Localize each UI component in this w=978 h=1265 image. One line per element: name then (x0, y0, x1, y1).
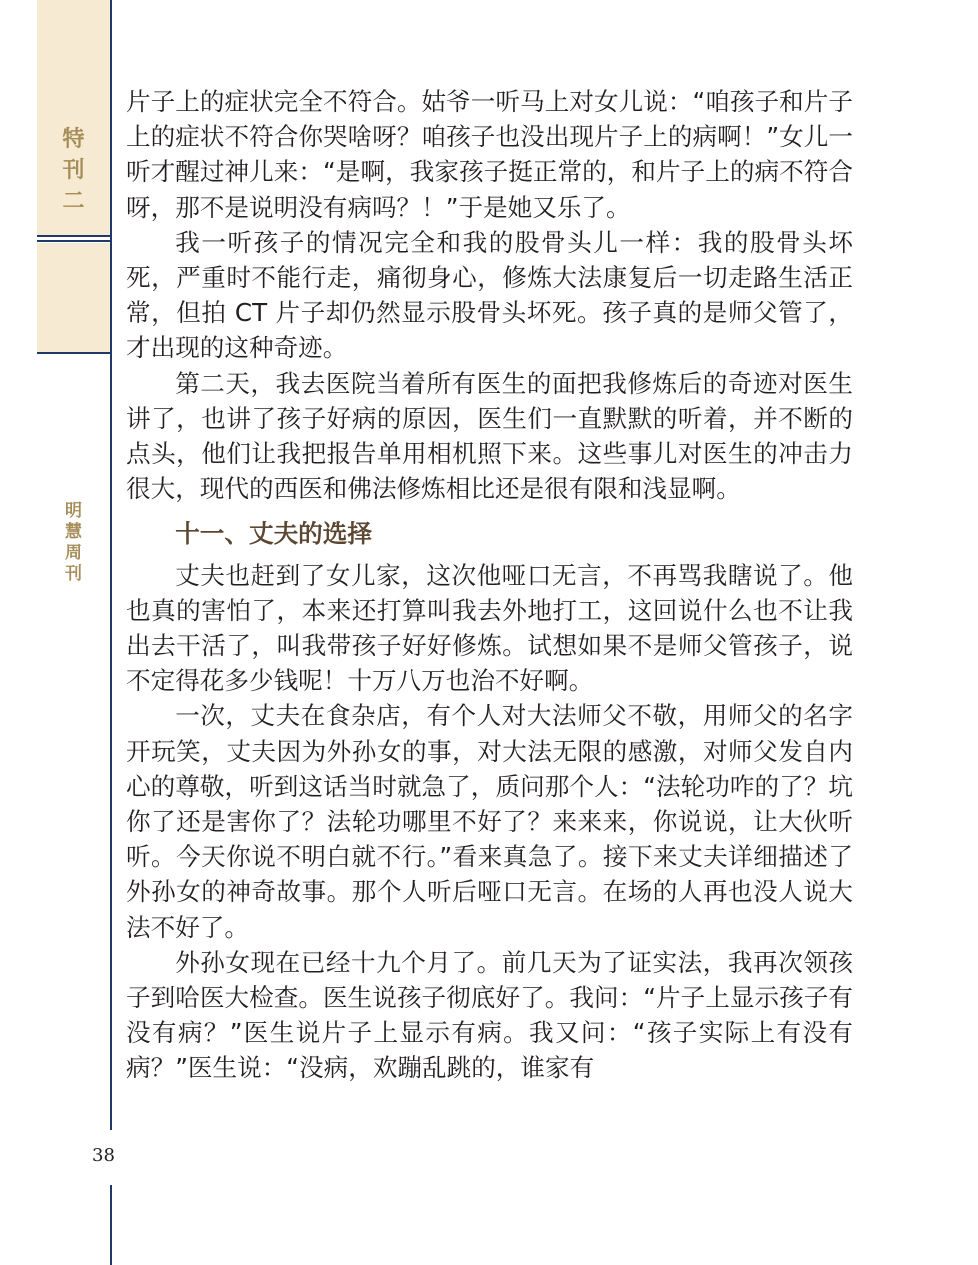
sidebar-divider (37, 352, 112, 354)
sidebar-divider (37, 235, 112, 237)
magazine-char: 明 (65, 501, 82, 521)
margin-rule (110, 1185, 112, 1265)
sidebar-issue-tab (37, 0, 110, 235)
paragraph: 丈夫也赶到了女儿家，这次他哑口无言，不再骂我瞎说了。他也真的害怕了，本来还打算叫我去外地打工，这回说什么也不让我出去干活了，叫我带孩子好好修炼。试想如果不是师父管孩子，说不定得花多少钱呢！十万八万也治不好啊。 (126, 560, 853, 696)
issue-char: 二 (62, 189, 85, 214)
paragraph: 片子上的症状完全不符合。姑爷一听马上对女儿说：“咱孩子和片子上的症状不符合你哭啥呀？咱孩子也没出现片子上的病啊！”女儿一听才醒过神儿来：“是啊，我家孩子挺正常的，和片子上的病不符合呀，那不是说明没有病吗？！”于是她又乐了。 (126, 87, 853, 222)
magazine-char: 周 (65, 543, 82, 563)
paragraph: 外孙女现在已经十九个月了。前几天为了证实法，我再次领孩子到哈医大检查。医生说孩子彻底好了。我问：“片子上显示孩子有没有病？”医生说片子上显示有病。我又问：“孩子实际上有没有病？”医生说：“没病，欢蹦乱跳的，谁家有 (126, 947, 853, 1083)
margin-rule (110, 0, 112, 1130)
paragraph: 一次，丈夫在食杂店，有个人对大法师父不敬，用师父的名字开玩笑，丈夫因为外孙女的事，对大法无限的感激，对师父发自内心的尊敬，听到这话当时就急了，质问那个人：“法轮功咋的了？坑你了还是害你了？法轮功哪里不好了？来来来，你说说，让大伙听听。今天你说不明白就不行。”看来真急了。接下来丈夫详细描述了外孙女的神奇故事。那个人听后哑口无言。在场的人再也没人说大法不好了。 (126, 701, 853, 942)
issue-label (37, 124, 110, 217)
section-heading: 十一、丈夫的选择 (175, 519, 372, 549)
magazine-label (37, 501, 110, 585)
paragraph: 我一听孩子的情况完全和我的股骨头儿一样：我的股骨头坏死，严重时不能行走，痛彻身心，修炼大法康复后一切走路生活正常，但拍 CT 片子却仍然显示股骨头坏死。孩子真的是师父管了，才出现的这种奇迹。 (126, 227, 853, 363)
sidebar-divider (37, 240, 112, 242)
issue-char: 特 (62, 127, 85, 152)
paragraph: 第二天，我去医院当着所有医生的面把我修炼后的奇迹对医生讲了，也讲了孩子好病的原因，医生们一直默默的听着，并不断的点头，他们让我把报告单用相机照下来。这些事儿对医生的冲击力很大，现代的西医和佛法修炼相比还是很有限和浅显啊。 (126, 368, 853, 504)
magazine-char: 刊 (65, 564, 82, 584)
magazine-char: 慧 (65, 522, 82, 542)
article-body (126, 84, 853, 1086)
issue-char: 刊 (62, 158, 85, 183)
sidebar-magazine-tab (37, 243, 110, 584)
page-number: 38 (92, 1145, 115, 1166)
